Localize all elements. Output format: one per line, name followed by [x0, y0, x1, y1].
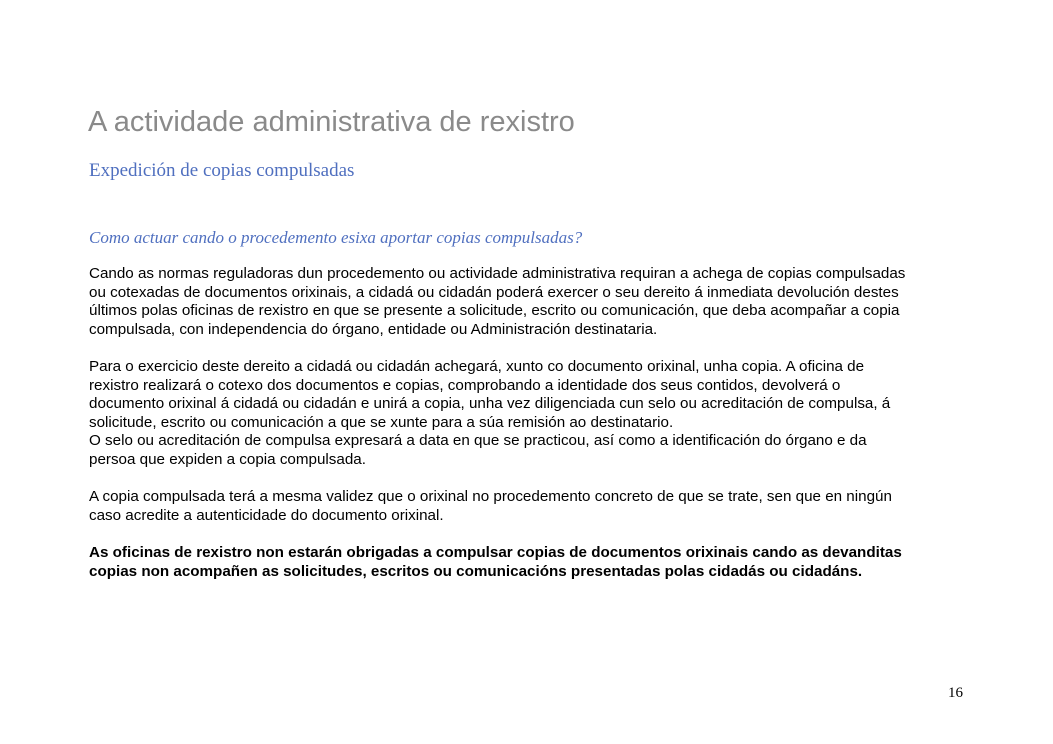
paragraph-line: As oficinas de rexistro non estarán obrigadas a compulsar copias de documentos orixinais cando as devanditas	[89, 543, 902, 561]
paragraph-line: ou cotexadas de documentos orixinais, a cidadá ou cidadán poderá exercer o seu dereito á inmediata devolución destes	[89, 283, 899, 301]
paragraph-line: persoa que expiden a copia compulsada.	[89, 450, 366, 468]
paragraph-line: compulsada, con independencia do órgano, entidade ou Administración destinataria.	[89, 320, 658, 338]
paragraph-line: caso acredite a autenticidade do documento orixinal.	[89, 506, 444, 524]
body-text	[89, 265, 989, 600]
slide-subtitle: Expedición de copias compulsadas	[89, 160, 355, 181]
paragraph-2	[89, 358, 989, 432]
paragraph-line: A copia compulsada terá a mesma validez que o orixinal no procedemento concreto de que se trate, sen que en ningún	[89, 488, 892, 506]
paragraph-line: rexistro realizará o cotexo dos documentos e copias, comprobando a identidade dos seus contidos, devolverá o	[89, 376, 841, 394]
paragraph-line: documento orixinal á cidadá ou cidadán e unirá a copia, unha vez diligenciada cun selo ou acreditación de compulsa, á	[89, 395, 891, 413]
slide-title: A actividade administrativa de rexistro	[88, 106, 575, 138]
paragraph-3	[89, 432, 989, 469]
paragraph-line: O selo ou acreditación de compulsa expresará a data en que se practicou, así como a identificación do órgano e da	[89, 432, 867, 450]
paragraph-4	[89, 488, 989, 525]
paragraph-1	[89, 265, 989, 339]
page-number: 16	[948, 685, 963, 701]
section-question: Como actuar cando o procedemento esixa aportar copias compulsadas?	[89, 228, 583, 247]
paragraph-line: últimos polas oficinas de rexistro en que se presente a solicitude, escrito ou comunicación, que deba acompañar a copia	[89, 302, 900, 320]
paragraph-line: copias non acompañen as solicitudes, escritos ou comunicacións presentadas polas cidadás ou cidadáns.	[89, 562, 863, 580]
paragraph-line: solicitude, escrito ou comunicación a que se xunte para a súa remisión ao destinatario.	[89, 413, 674, 431]
paragraph-5-bold	[89, 544, 989, 581]
paragraph-line: Para o exercicio deste dereito a cidadá ou cidadán achegará, xunto co documento orixinal, unha copia. A oficina de	[89, 357, 865, 375]
paragraph-line: Cando as normas reguladoras dun procedemento ou actividade administrativa requiran a achega de copias compulsadas	[89, 265, 906, 282]
